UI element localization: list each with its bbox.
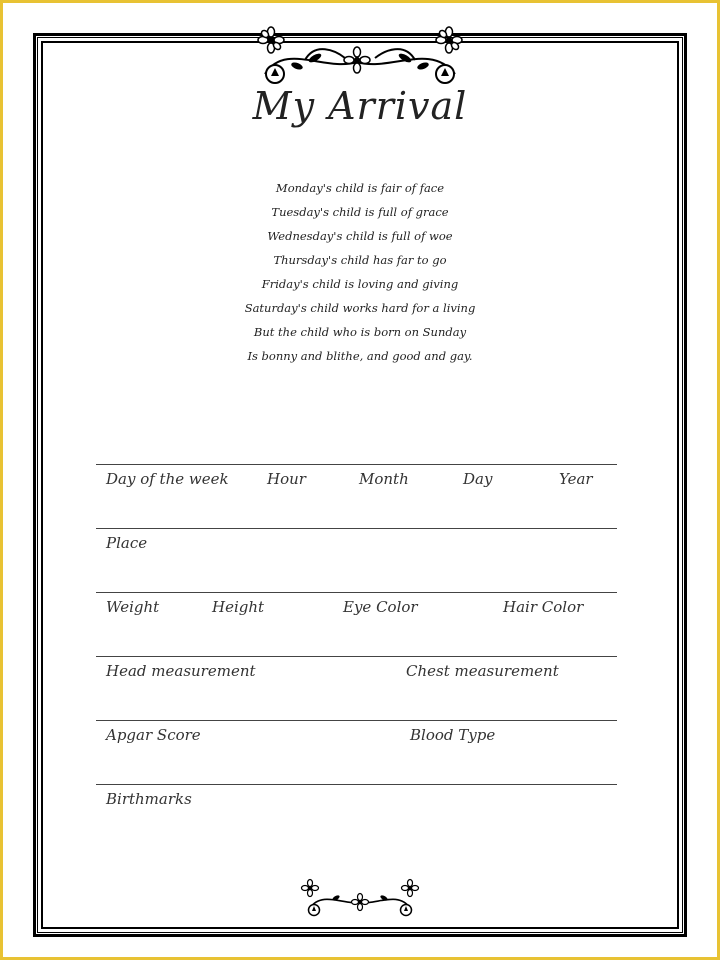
apgar-score-label: Apgar Score <box>106 726 201 744</box>
poem <box>0 180 720 372</box>
form-divider <box>96 656 617 657</box>
head-measurement-label: Head measurement <box>106 662 256 680</box>
form-divider <box>96 592 617 593</box>
hour-label: Hour <box>267 470 306 488</box>
weight-label: Weight <box>106 598 160 616</box>
poem-line: Is bonny and blithe, and good and gay. <box>247 349 473 363</box>
year-label: Year <box>559 470 593 488</box>
birthmarks-label: Birthmarks <box>106 790 192 808</box>
poem-line: But the child who is born on Sunday <box>253 325 467 339</box>
height-label: Height <box>212 598 265 616</box>
eye-color-label: Eye Color <box>343 598 418 616</box>
blood-type-label: Blood Type <box>410 726 496 744</box>
place-label: Place <box>106 534 148 552</box>
poem-line: Monday's child is fair of face <box>275 181 445 195</box>
bottom-floral-ornament <box>296 876 424 918</box>
month-label: Month <box>359 470 409 488</box>
poem-line: Friday's child is loving and giving <box>261 277 459 291</box>
poem-line: Wednesday's child is full of woe <box>267 229 453 243</box>
day-label: Day <box>463 470 493 488</box>
form-divider <box>96 528 617 529</box>
poem-line: Tuesday's child is full of grace <box>271 205 449 219</box>
poem-line: Saturday's child works hard for a living <box>244 301 476 315</box>
form-divider <box>96 720 617 721</box>
top-floral-ornament <box>245 22 475 90</box>
form-divider <box>96 784 617 785</box>
poem-line: Thursday's child has far to go <box>273 253 447 267</box>
form-divider <box>96 464 617 465</box>
day-of-week-label: Day of the week <box>106 470 229 488</box>
chest-measurement-label: Chest measurement <box>406 662 559 680</box>
hair-color-label: Hair Color <box>503 598 584 616</box>
page-title: My Arrival <box>252 84 468 128</box>
